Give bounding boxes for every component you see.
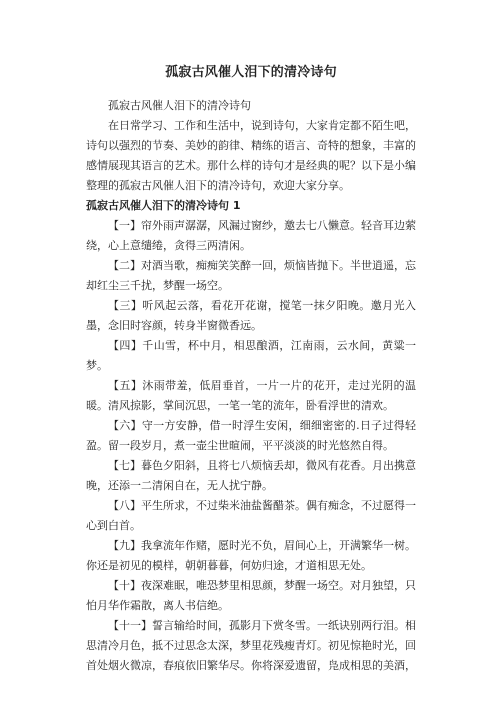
- poem-paragraph-5: 【五】沐雨带羞，低眉垂首，一片一片的花开，走过光阴的温暖。清风掠影，掌间沉思，一笔一笔的流年，卧看浮世的清欢。: [86, 379, 416, 412]
- poem-paragraph-4: 【四】千山雪，杯中月，相思酿酒，江南雨，云水间，黄粱一梦。: [86, 339, 416, 372]
- poem-paragraph-11: 【十一】誓言输给时间，孤影月下赏冬雪。一纸诀别两行泪。相思清冷月色，抵不过思念太深，梦里花残瘦青灯。初见惊艳时光，回首处烟火微凉，春痕依旧繁华尽。你将深爱遗留，凫成相思的美酒，: [86, 619, 416, 672]
- poem-paragraph-2: 【二】对酒当歌，痴痴笑笑醉一回，烦恼皆抛下。半世逍遥，忘却红尘三千扰，梦醒一场空。: [86, 259, 416, 292]
- poem-paragraph-10: 【十】夜深难眠，唯恐梦里相思颜，梦醒一场空。对月独望，只怕月华作霜散，离人书信绝。: [86, 579, 416, 612]
- intro-paragraph: 在日常学习、工作和生活中，说到诗句，大家肯定都不陌生吧，诗句以强烈的节奏、美妙的韵律、精练的语言、奇特的想象，丰富的感情展现其语言的艺术。那什么样的诗句才是经典的呢？以下是小编整理的孤寂古风催人泪下的清冷诗句，欢迎大家分享。: [86, 119, 416, 192]
- poem-paragraph-7: 【七】暮色夕阳斜，且将七八烦恼丢却，微风有花香。月出携意晚，还添一二清闲自在，无人扰宁静。: [86, 459, 416, 492]
- poem-paragraph-8: 【八】平生所求，不过柴米油盐酱醋茶。偶有痴念，不过愿得一心到白首。: [86, 499, 416, 532]
- poem-paragraph-3: 【三】听风起云落，看花开花谢，搅笔一抹夕阳晚。邀月光入墨，念旧时容颜，转身半窗微香远。: [86, 299, 416, 332]
- document-title: 孤寂古风催人泪下的清冷诗句: [165, 65, 337, 80]
- poem-paragraph-1: 【一】帘外雨声潺潺，风漏过窗纱，邀去七八懒意。轻音耳边萦绕，心上意缱绻，贪得三两清闲。: [86, 219, 416, 252]
- poem-paragraph-9: 【九】我拿流年作赌，愿时光不负，眉间心上，开满繁华一树。你还是初见的模样，朝朝暮暮，何妨归途，才道相思无处。: [86, 539, 416, 572]
- section-heading: 孤寂古风催人泪下的清冷诗句 1: [86, 199, 241, 212]
- poem-paragraph-6: 【六】守一方安静，借一时浮生安闲，细细密密的.日子过得轻盈。留一段岁月，煮一壶尘世暄闹，平平淡淡的时光悠然自得。: [86, 419, 416, 452]
- document-subtitle: 孤寂古风催人泪下的清冷诗句: [108, 99, 251, 112]
